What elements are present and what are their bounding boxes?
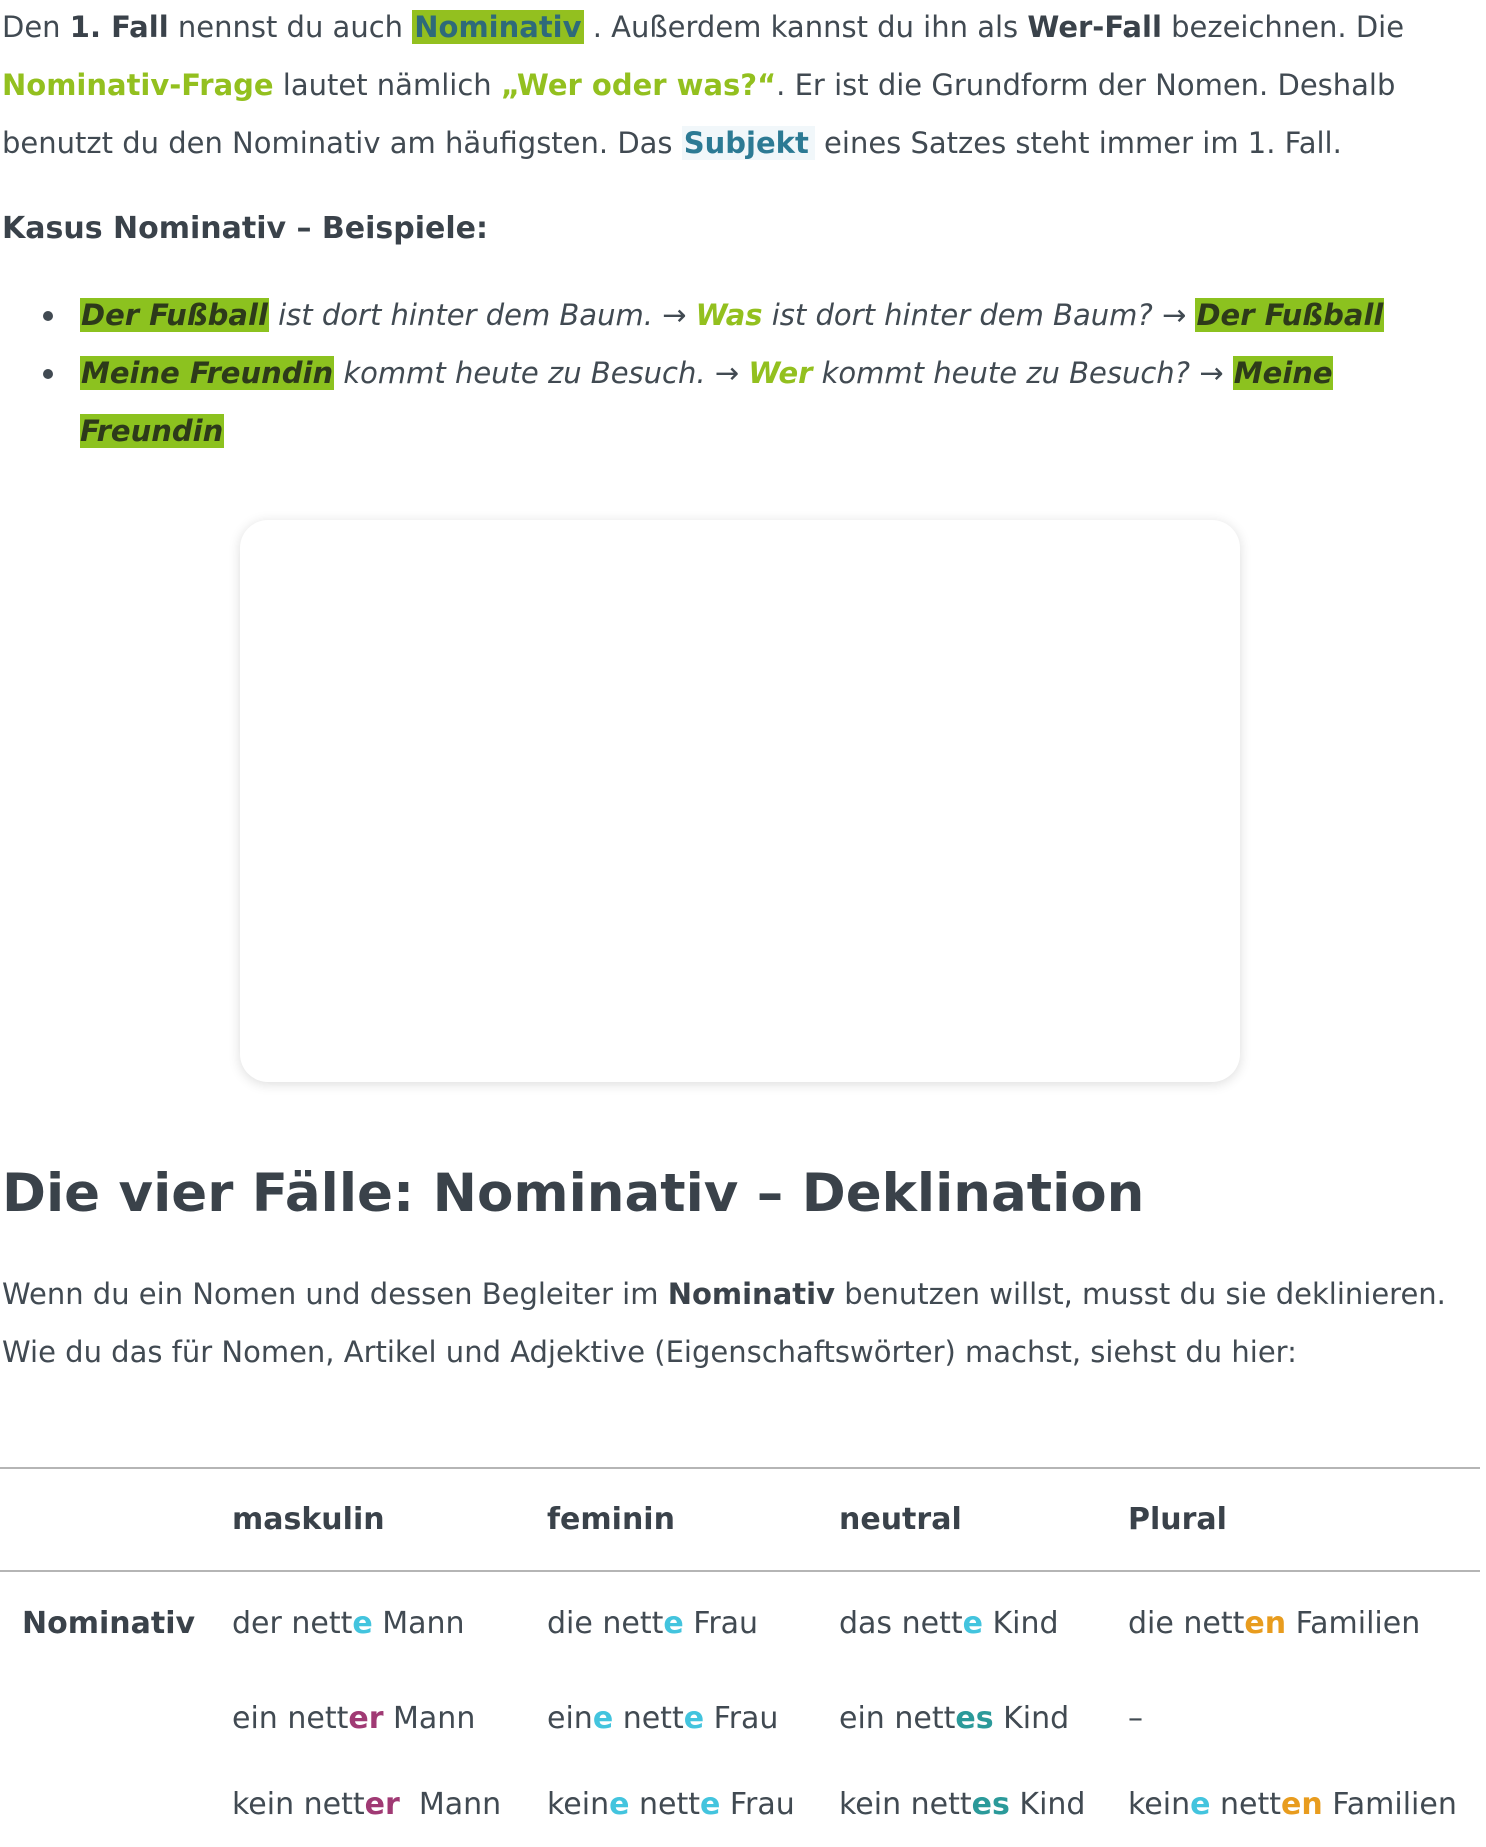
section-title: Die vier Fälle: Nominativ – Deklination bbox=[2, 1163, 1145, 1224]
media-card[interactable] bbox=[240, 520, 1240, 1082]
example-text: kommt heute zu Besuch. → bbox=[334, 356, 749, 390]
ending-highlight: e bbox=[663, 1606, 684, 1641]
table-cell bbox=[547, 1571, 839, 1675]
cell-text: ein nett bbox=[839, 1700, 956, 1736]
declension-table bbox=[0, 1467, 1480, 1847]
table-cell-empty bbox=[0, 1675, 232, 1761]
ending-highlight: es bbox=[971, 1786, 1010, 1822]
cell-text: Frau bbox=[720, 1786, 795, 1822]
ending-highlight: en bbox=[1281, 1786, 1323, 1822]
ending-highlight: e bbox=[609, 1786, 630, 1822]
cell-text: Frau bbox=[704, 1700, 779, 1736]
ending-highlight: e bbox=[1190, 1786, 1211, 1822]
table-cell bbox=[1128, 1675, 1480, 1761]
table-header-neutral: neutral bbox=[839, 1502, 962, 1537]
list-item bbox=[0, 344, 1470, 460]
table-header-row bbox=[0, 1468, 1480, 1571]
cell-text: Mann bbox=[399, 1786, 502, 1822]
example-subject: Meine Freundin bbox=[81, 356, 334, 390]
table-row bbox=[0, 1571, 1480, 1675]
ending-highlight: e bbox=[592, 1700, 614, 1736]
cell-text: Familien bbox=[1322, 1786, 1457, 1822]
kasus-heading: Kasus Nominativ – Beispiele: bbox=[2, 211, 489, 246]
cell-text: Kind bbox=[982, 1606, 1059, 1641]
ending-highlight: e bbox=[700, 1786, 721, 1822]
cell-text: kein bbox=[547, 1786, 610, 1822]
example-answer: Meine Freundin bbox=[80, 356, 1333, 448]
table-cell bbox=[547, 1675, 839, 1761]
intro-text: lautet nämlich bbox=[273, 68, 501, 102]
cell-text: Mann bbox=[372, 1606, 465, 1641]
first-case-label: 1. Fall bbox=[69, 10, 169, 44]
table-row bbox=[0, 1675, 1480, 1761]
table-cell bbox=[839, 1761, 1128, 1847]
table-cell bbox=[1128, 1571, 1480, 1675]
intro-text: benutzen willst, musst du sie deklinieren. Wie du das für Nomen, Artikel und Adjektive (Eigenschaftswörter) machst, siehst du hier: bbox=[2, 1277, 1446, 1369]
ending-highlight: en bbox=[1244, 1606, 1287, 1641]
intro-text: bezeichnen. Die bbox=[1161, 10, 1405, 44]
cell-text: ein bbox=[547, 1700, 593, 1736]
nominativ-frage-term: Nominativ-Frage bbox=[2, 68, 274, 102]
table-cell bbox=[547, 1761, 839, 1847]
case-label: Nominativ bbox=[22, 1606, 196, 1641]
table-header-maskulin: maskulin bbox=[232, 1502, 385, 1537]
table-cell bbox=[232, 1761, 547, 1847]
intro-paragraph bbox=[2, 0, 1472, 172]
cell-text: nett bbox=[1210, 1786, 1282, 1822]
cell-text: das nett bbox=[839, 1606, 963, 1641]
table-cell bbox=[232, 1675, 547, 1761]
intro-text: nennst du auch bbox=[168, 10, 413, 44]
cell-text: Kind bbox=[993, 1700, 1070, 1736]
table-cell bbox=[1128, 1761, 1480, 1847]
intro-text: Den bbox=[2, 10, 70, 44]
example-text: ist dort hinter dem Baum. → bbox=[268, 298, 696, 332]
list-item bbox=[0, 286, 1470, 344]
question-word: Wer bbox=[748, 356, 813, 390]
intro-text: . Er ist die Grundform der Nomen. Deshalb benutzt du den Nominativ am häufigsten. Das bbox=[2, 68, 1396, 160]
intro-text: eines Satzes steht immer im 1. Fall. bbox=[814, 126, 1342, 160]
cell-text: – bbox=[1128, 1700, 1143, 1736]
example-answer: Der Fußball bbox=[1196, 298, 1384, 332]
table-header-plural: Plural bbox=[1128, 1502, 1227, 1537]
wer-fall-label: Wer-Fall bbox=[1027, 10, 1162, 44]
cell-text: Familien bbox=[1286, 1606, 1421, 1641]
cell-text: der nett bbox=[232, 1606, 353, 1641]
ending-highlight: e bbox=[352, 1606, 373, 1641]
wer-oder-was-term: „Wer oder was?“ bbox=[500, 68, 777, 102]
cell-text: Mann bbox=[383, 1700, 476, 1736]
ending-highlight: e bbox=[683, 1700, 705, 1736]
intro-text: Wenn du ein Nomen und dessen Begleiter im bbox=[2, 1277, 668, 1311]
subjekt-link[interactable]: Subjekt bbox=[682, 126, 815, 160]
ending-highlight: e bbox=[962, 1606, 983, 1641]
cell-text: Frau bbox=[683, 1606, 759, 1641]
ending-highlight: es bbox=[955, 1700, 994, 1736]
example-list bbox=[0, 286, 1470, 460]
cell-text: nett bbox=[613, 1700, 684, 1736]
cell-text: die nett bbox=[1128, 1606, 1245, 1641]
table-cell bbox=[839, 1675, 1128, 1761]
question-word: Was bbox=[695, 298, 763, 332]
table-cell-empty bbox=[0, 1761, 232, 1847]
cell-text: nett bbox=[629, 1786, 701, 1822]
table-cell bbox=[232, 1571, 547, 1675]
nominativ-link[interactable]: Nominativ bbox=[414, 10, 582, 44]
example-text: kommt heute zu Besuch? → bbox=[812, 356, 1233, 390]
example-text: ist dort hinter dem Baum? → bbox=[762, 298, 1196, 332]
example-subject: Der Fußball bbox=[81, 298, 268, 332]
nominativ-bold: Nominativ bbox=[667, 1277, 835, 1311]
cell-text: kein nett bbox=[839, 1786, 972, 1822]
cell-text: Kind bbox=[1009, 1786, 1086, 1822]
ending-highlight: er bbox=[348, 1700, 384, 1736]
table-header-feminin: feminin bbox=[547, 1502, 675, 1537]
declension-intro bbox=[2, 1265, 1472, 1381]
table-cell bbox=[839, 1571, 1128, 1675]
cell-text: kein nett bbox=[232, 1786, 365, 1822]
table-row bbox=[0, 1761, 1480, 1847]
cell-text: ein nett bbox=[232, 1700, 349, 1736]
intro-text: . Außerdem kannst du ihn als bbox=[583, 10, 1028, 44]
ending-highlight: er bbox=[364, 1786, 400, 1822]
table-header-empty bbox=[0, 1468, 232, 1571]
cell-text: kein bbox=[1128, 1786, 1191, 1822]
cell-text: die nett bbox=[547, 1606, 664, 1641]
